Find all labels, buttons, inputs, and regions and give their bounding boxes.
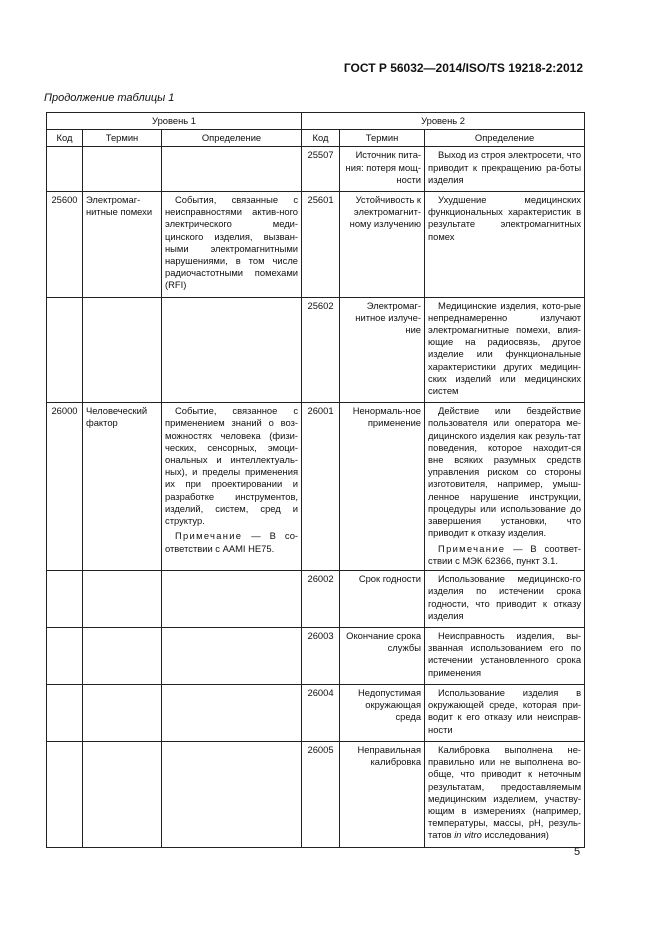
code-2-cell: 26005 [302, 741, 340, 847]
table-row [47, 628, 585, 685]
definition-1-cell [162, 628, 302, 685]
term-1-cell: Человеческий фактор [83, 403, 162, 571]
definition-2-cell [425, 628, 585, 685]
term-2-cell: Срок годности [340, 571, 425, 628]
page-number: 5 [574, 846, 581, 858]
code-1-cell [47, 685, 83, 742]
term-2-cell: Устойчивость к электромагнит-ному излучению [340, 192, 425, 298]
term-1-cell [83, 741, 162, 847]
table-row [47, 403, 585, 571]
code-2-cell: 25601 [302, 192, 340, 298]
term-2-cell: Электромаг-нитное излуче-ние [340, 297, 425, 403]
term-1-cell [83, 628, 162, 685]
code-2-cell: 26002 [302, 571, 340, 628]
definition-text-italic: in vitro [454, 829, 482, 841]
col-header-code-1: Код [47, 130, 83, 147]
note [428, 543, 581, 567]
definition-2-cell [425, 192, 585, 298]
code-1-cell: 26000 [47, 403, 83, 571]
code-1-cell [47, 741, 83, 847]
definition-text: Медицинские изделия, кото-рые непреднамеренно излучают электромагнитные помехи, влия-ющие на радиосвязь, другое изделие или функциональные характеристики других медицин-ских изделий или медицинских систем [428, 299, 582, 397]
col-header-definition-1: Определение [162, 130, 302, 147]
code-2-cell: 25507 [302, 147, 340, 192]
table-row [47, 685, 585, 742]
definition-text: Событие, связанное с применением знаний о воз-можностях человека (физи-ческих, сенсорных, эмоци-ональных и интеллектуаль-ных), и пределы применения их при проектировании и разработке инструментов, изделий, систем, сред и структур. [165, 405, 299, 527]
definition-1-cell [162, 147, 302, 192]
definition-text: Использование медицинско-го изделия по истечении срока годности, что приводит к отказу изделия [428, 573, 582, 621]
col-header-definition-2: Определение [425, 130, 585, 147]
code-2-cell: 25602 [302, 297, 340, 403]
term-2-cell: Неправильная калибровка [340, 741, 425, 847]
code-1-cell: 25600 [47, 192, 83, 298]
table-caption: Продолжение таблицы 1 [44, 92, 175, 104]
definition-2-cell [425, 571, 585, 628]
table-row [47, 571, 585, 628]
table-row [47, 741, 585, 847]
definition-1-cell [162, 403, 302, 571]
definition-text: Использование изделия в окружающей среде, которая при-водит к его отказу или неисправ-ности [428, 687, 582, 735]
code-2-cell: 26004 [302, 685, 340, 742]
definition-text: Выход из строя электросети, что приводит к прекращению ра-боты изделия [428, 149, 582, 185]
definition-text: Действие или бездействие пользователя или оператора ме-дицинского изделия как резуль-тат поведения, которое находит-ся вне всяких разумных средств управления риском со стороны изготовителя, например, умыш-ленное нарушение инструкции, процедуры или использование до завершения установки, что приводит к отказу изделия. [428, 405, 582, 539]
definition-text: События, связанные с неисправностями актив-ного электрического меди-цинского изделия, вызван-ными электромагнитными нарушениями, в том числе радиочастотными помехами (RFI) [165, 194, 299, 291]
code-1-cell [47, 297, 83, 403]
definition-1-cell [162, 741, 302, 847]
note [165, 530, 298, 554]
definition-1-cell [162, 571, 302, 628]
term-2-cell: Источник пита-ния: потеря мощ-ности [340, 147, 425, 192]
definition-text [428, 744, 581, 842]
term-2-cell: Ненормаль-ное применение [340, 403, 425, 571]
code-2-cell: 26001 [302, 403, 340, 571]
col-header-code-2: Код [302, 130, 340, 147]
definition-2-cell [425, 147, 585, 192]
term-2-cell: Недопустимая окружающая среда [340, 685, 425, 742]
definition-2-cell [425, 741, 585, 847]
definition-text-part: Калибровка выполнена не-правильно или не выполнена во-обще, что приводит к неточным результатам, предоставляемым медицинским изделием, участву-ющим в измерениях (например, температуры, массы, pH, резуль-татов [428, 743, 582, 841]
definition-2-cell [425, 297, 585, 403]
term-1-cell [83, 147, 162, 192]
table-row [47, 297, 585, 403]
col-header-term-1: Термин [83, 130, 162, 147]
level-header-row [47, 113, 585, 130]
note-label: Примечание [175, 530, 243, 542]
term-1-cell [83, 297, 162, 403]
term-1-cell: Электромаг-нитные помехи [83, 192, 162, 298]
term-1-cell [83, 685, 162, 742]
col-header-term-2: Термин [340, 130, 425, 147]
code-1-cell [47, 628, 83, 685]
table-row [47, 147, 585, 192]
note-text: — В соответ-ствии с МЭК 62366, пункт 3.1. [428, 542, 582, 566]
definition-text: Неисправность изделия, вы-званная использованием его по истечении установленного срока применения [428, 630, 582, 678]
terms-table [46, 112, 585, 848]
note-label: Примечание [438, 542, 506, 554]
definition-text: Ухудшение медицинских функциональных характеристик в результате электромагнитных помех [428, 194, 582, 242]
definition-1-cell [162, 685, 302, 742]
term-1-cell [83, 571, 162, 628]
level-1-header: Уровень 1 [47, 113, 302, 130]
level-2-header: Уровень 2 [302, 113, 585, 130]
note-text: — В со-ответствии с AAMI HE75. [165, 530, 299, 554]
code-2-cell: 26003 [302, 628, 340, 685]
table-row [47, 192, 585, 298]
term-2-cell: Окончание срока службы [340, 628, 425, 685]
code-1-cell [47, 147, 83, 192]
code-1-cell [47, 571, 83, 628]
definition-1-cell [162, 192, 302, 298]
column-header-row [47, 130, 585, 147]
definition-1-cell [162, 297, 302, 403]
definition-text-part: исследования) [481, 829, 549, 841]
definition-2-cell [425, 685, 585, 742]
definition-2-cell [425, 403, 585, 571]
document-header: ГОСТ Р 56032—2014/ISO/TS 19218-2:2012 [343, 61, 583, 75]
